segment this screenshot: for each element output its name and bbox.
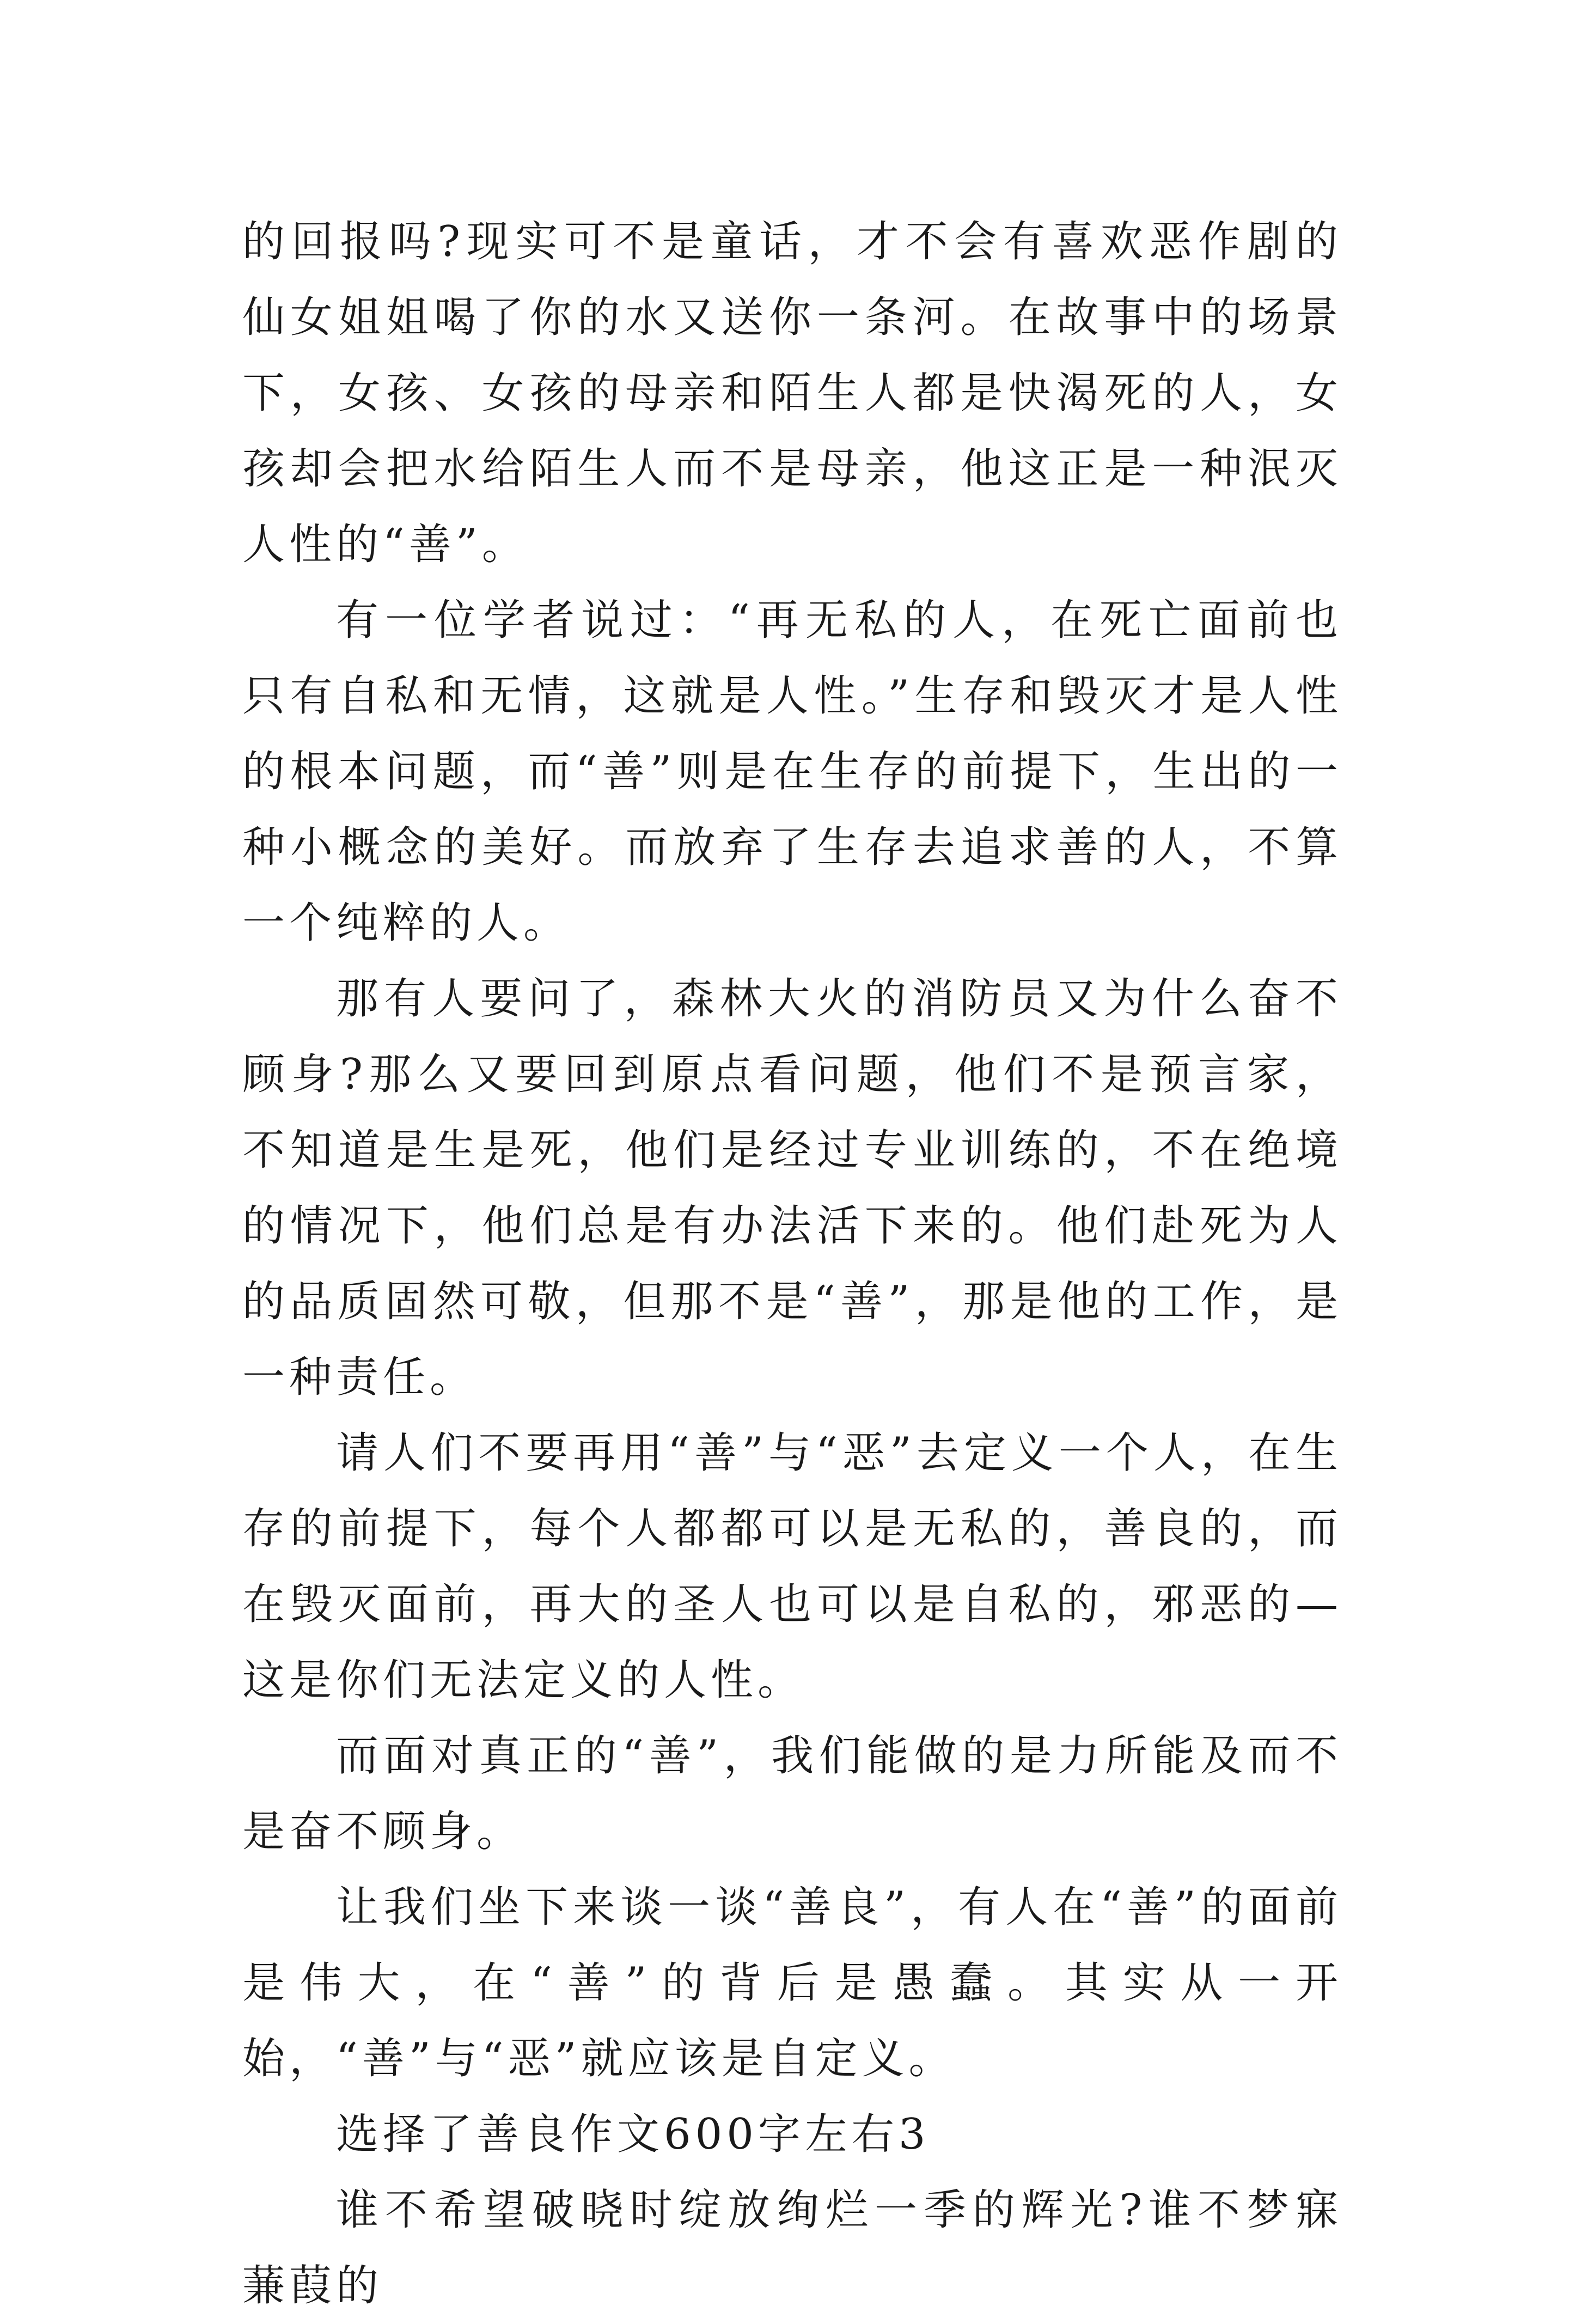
paragraph: 有一位学者说过：“再无私的人，在死亡面前也只有自私和无情，这就是人性。”生存和毁灭才是人性的根本问题，而“善”则是在生存的前提下，生出的一种小概念的美好。而放弃了生存去追求善的人，不算一个纯粹的人。 — [242, 596, 1342, 948]
paragraph: 的回报吗?现实可不是童话，才不会有喜欢恶作剧的仙女姐姐喝了你的水又送你一条河。在故事中的场景下，女孩、女孩的母亲和陌生人都是快渴死的人，女孩却会把水给陌生人而不是母亲，他这正是一种泯灭人性的“善”。 — [242, 217, 1342, 569]
paragraph: 谁不希望破晓时绽放绚烂一季的辉光?谁不梦寐蒹葭的 — [242, 2186, 1342, 2310]
paragraph: 让我们坐下来谈一谈“善良”，有人在“善”的面前是伟大，在“善”的背后是愚蠢。其实从一开始，“善”与“恶”就应该是自定义。 — [242, 1883, 1342, 2083]
paragraph: 请人们不要再用“善”与“恶”去定义一个人，在生存的前提下，每个人都都可以是无私的，善良的，而在毁灭面前，再大的圣人也可以是自私的，邪恶的—这是你们无法定义的人性。 — [242, 1429, 1342, 1705]
document-body — [242, 204, 1342, 2324]
section-heading: 选择了善良作文600字左右3 — [336, 2110, 930, 2159]
paragraph: 那有人要问了，森林大火的消防员又为什么奋不顾身?那么又要回到原点看问题，他们不是预言家，不知道是生是死，他们是经过专业训练的，不在绝境的情况下，他们总是有办法活下来的。他们赴死为人的品质固然可敬，但那不是“善”，那是他的工作，是一种责任。 — [242, 974, 1342, 1402]
paragraph: 而面对真正的“善”，我们能做的是力所能及而不是奋不顾身。 — [242, 1731, 1342, 1856]
